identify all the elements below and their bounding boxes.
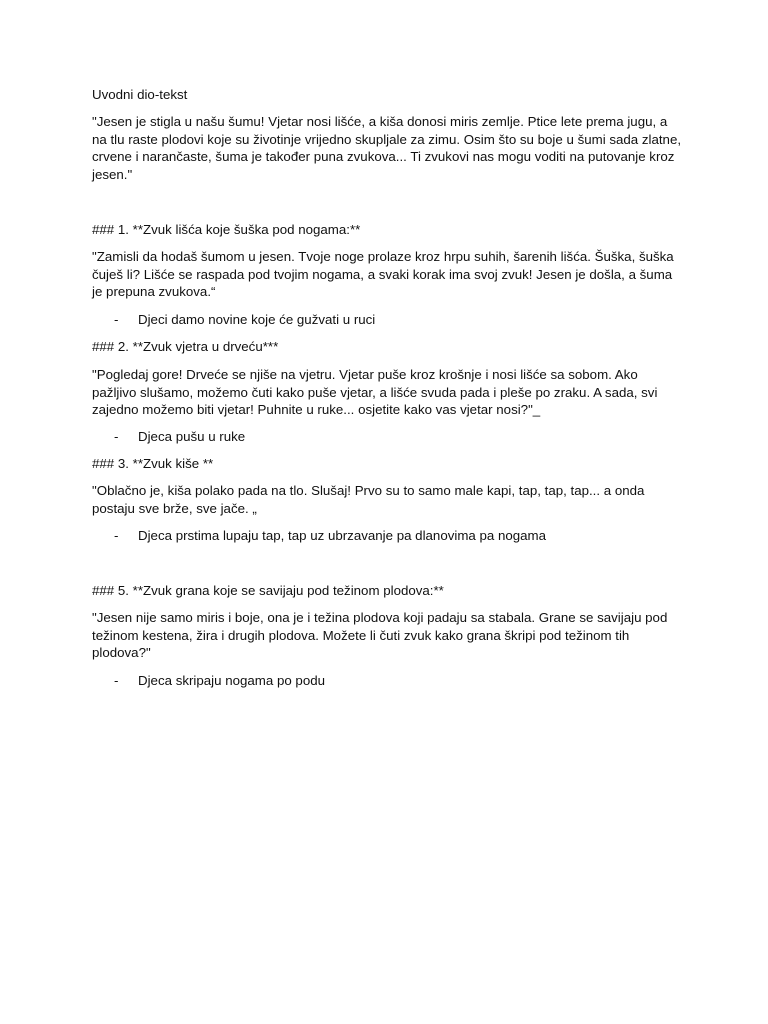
section-1-heading: ### 1. **Zvuk lišća koje šuška pod nogama:** <box>92 222 361 237</box>
section-2-heading: ### 2. **Zvuk vjetra u drveću*** <box>92 339 279 354</box>
bullet-text: Djeca pušu u ruke <box>138 429 246 444</box>
bullet-dash: - <box>114 429 119 444</box>
bullet-dash: - <box>114 673 119 688</box>
section-5-bullet <box>92 672 682 690</box>
bullet-dash: - <box>114 528 119 543</box>
section-3-bullet <box>92 527 682 545</box>
bullet-dash: - <box>114 312 119 327</box>
section-3-heading: ### 3. **Zvuk kiše ** <box>92 456 214 471</box>
section-2-bullet <box>92 428 682 446</box>
bullet-text: Djeca skripaju nogama po podu <box>138 673 326 688</box>
bullet-text: Djeca prstima lupaju tap, tap uz ubrzavanje pa dlanovima pa nogama <box>138 528 547 543</box>
bullet-text: Djeci damo novine koje će gužvati u ruci <box>138 312 376 327</box>
section-1-text: "Zamisli da hodaš šumom u jesen. Tvoje noge prolaze kroz hrpu suhih, šarenih lišća. Šuška, šuška čuješ li? Lišće se raspada pod tvojim nogama, a svaki korak ima svoj zvuk! Jesen je došla, a šuma je prepuna zvukova.“ <box>92 249 674 299</box>
section-2-text: "Pogledaj gore! Drveće se njiše na vjetru. Vjetar puše kroz krošnje i nosi lišće sa sobom. Ako pažljivo slušamo, možemo čuti kako puše vjetar, a lišće svuda pada i pleše po zraku. A sada, svi zajedno možemo biti vjetar! Puhnite u ruke... osjetite kako vas vjetar nosi?"_ <box>92 367 658 417</box>
intro-paragraph: "Jesen je stigla u našu šumu! Vjetar nosi lišće, a kiša donosi miris zemlje. Ptice lete prema jugu, a na tlu raste plodovi koje su životinje vrijedno skupljale za zimu. Osim što su boje u šumi sada zlatne, crvene i narančaste, šuma je također puna zvukova... Ti zvukovi nas mogu voditi na putovanje kroz jesen." <box>92 114 682 182</box>
section-1-bullet <box>92 311 682 329</box>
page-title: Uvodni dio-tekst <box>92 87 188 102</box>
section-5-heading: ### 5. **Zvuk grana koje se savijaju pod težinom plodova:** <box>92 583 444 598</box>
section-5-text: "Jesen nije samo miris i boje, ona je i težina plodova koji padaju sa stabala. Grane se savijaju pod težinom kestena, žira i drugih plodova. Možete li čuti zvuk kako grana škripi pod težinom tih plodova?" <box>92 610 668 660</box>
section-3-text: "Oblačno je, kiša polako pada na tlo. Slušaj! Prvo su to samo male kapi, tap, tap, tap... a onda postaju sve brže, sve jače. „ <box>92 483 645 516</box>
